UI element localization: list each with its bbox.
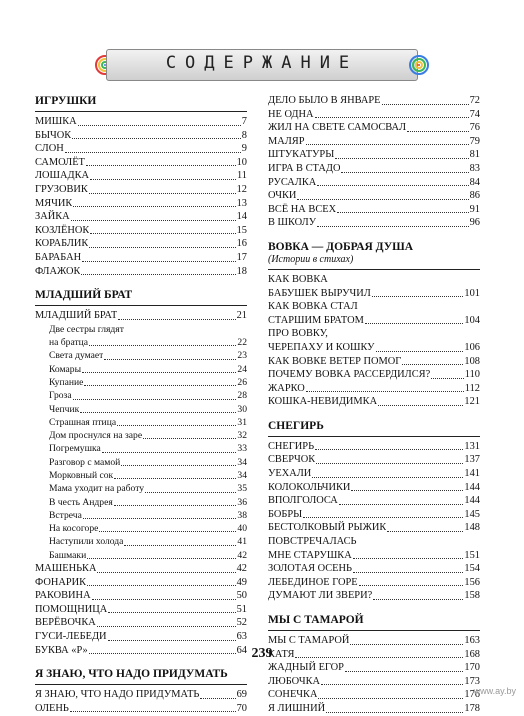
contents-banner — [92, 47, 432, 83]
toc-entry: ДЕЛО БЫЛО В ЯНВАРЕ 72 — [268, 95, 480, 106]
divider — [35, 111, 247, 112]
toc-entry: В ШКОЛУ 96 — [268, 217, 480, 229]
section-heading: МЛАДШИЙ БРАТ — [35, 289, 133, 302]
contents-title: СОДЕРЖАНИЕ — [165, 53, 359, 73]
toc-entry: ЧЕРЕПАХУ И КОШКУ 106 — [268, 341, 480, 353]
section-heading: МЫ С ТАМАРОЙ — [268, 614, 364, 626]
toc-entry: ПОМОЩНИЦА 51 — [35, 603, 247, 615]
toc-entry: ЗАЙКА 14 — [35, 211, 247, 223]
toc-entry: НЕ ОДНА 74 — [268, 108, 480, 120]
toc-entry: ЖАРКО 112 — [268, 382, 480, 394]
toc-entry: ГРУЗОВИК 12 — [35, 183, 247, 195]
toc-entry-line: Две сестры глядят — [49, 323, 124, 335]
toc-entry: БОБРЫ 145 — [268, 508, 480, 520]
divider — [35, 305, 247, 306]
toc-entry: ЛЕБЕДИНОЕ ГОРЕ 156 — [268, 576, 480, 588]
toc-entry: ФОНАРИК 49 — [35, 576, 247, 588]
page-number: 239 — [251, 646, 273, 661]
toc-entry: СТАРШИМ БРАТОМ 104 — [268, 314, 480, 326]
toc-entry: ОЛЕНЬ 70 — [35, 702, 247, 714]
section-heading: ИГРУШКИ — [35, 95, 97, 107]
toc-entry: МАЛЯР 79 — [268, 135, 480, 147]
toc-entry: КАТЯ 168 — [268, 648, 480, 660]
toc-entry: ЛОШАДКА 11 — [35, 170, 247, 182]
section-heading: СНЕГИРЬ — [268, 419, 324, 432]
toc-entry-line: КАК ВОВКА — [268, 273, 328, 285]
toc-entry: БАБУШЕК ВЫРУЧИЛ 101 — [268, 287, 480, 299]
toc-entry: УЕХАЛИ 141 — [268, 468, 480, 480]
toc-entry: ЖАДНЫЙ ЕГОР 170 — [268, 662, 480, 674]
toc-entry: ОЧКИ 86 — [268, 190, 480, 202]
toc-entry: Погремушка 33 — [49, 443, 247, 455]
toc-entry: Морковный сок 34 — [49, 469, 247, 481]
toc-entry: ФЛАЖОК 18 — [35, 265, 247, 277]
toc-entry: На косогоре 40 — [49, 523, 247, 535]
toc-entry: МИШКА 7 — [35, 116, 247, 127]
toc-entry: МЛАДШИЙ БРАТ 21 — [35, 310, 247, 322]
toc-entry: Купание 26 — [49, 376, 247, 388]
toc-entry: КОРАБЛИК 16 — [35, 238, 247, 250]
toc-entry: МЯЧИК 13 — [35, 197, 247, 209]
toc-entry: ЛЮБОЧКА 173 — [268, 675, 480, 687]
toc-entry: на братца 22 — [49, 337, 247, 349]
toc-entry-line: ПОВСТРЕЧАЛАСЬ — [268, 536, 357, 548]
toc-entry: Чепчик 30 — [49, 403, 247, 415]
toc-entry-line: ПРО ВОВКУ, — [268, 328, 328, 340]
toc-entry: Гроза 28 — [49, 390, 247, 402]
watermark: www.ay.by — [473, 686, 516, 696]
toc-entry: ПОЧЕМУ ВОВКА РАССЕРДИЛСЯ? 110 — [268, 369, 480, 381]
toc-entry: БАРАБАН 17 — [35, 251, 247, 263]
toc-entry: КОШКА-НЕВИДИМКА 121 — [268, 396, 480, 408]
toc-entry: Света думает 23 — [49, 350, 247, 362]
left-column — [35, 94, 247, 715]
toc-entry: СВЕРЧОК 137 — [268, 454, 480, 466]
divider — [35, 684, 247, 685]
divider — [268, 269, 480, 270]
toc-entry: ВСЁ НА ВСЕХ 91 — [268, 203, 480, 215]
toc-entry: Я ЗНАЮ, ЧТО НАДО ПРИДУМАТЬ 69 — [35, 689, 247, 701]
toc-entry: Страшная птица 31 — [49, 416, 247, 428]
toc-entry: ДУМАЮТ ЛИ ЗВЕРИ? 158 — [268, 590, 480, 602]
toc-entry: Разговор с мамой 34 — [49, 456, 247, 468]
toc-entry: КАК ВОВКЕ ВЕТЕР ПОМОГ 108 — [268, 355, 480, 367]
toc-entry: Башмаки 42 — [49, 549, 247, 561]
toc-entry: СЛОН 9 — [35, 143, 247, 155]
toc-entry: Наступили холода 41 — [49, 536, 247, 548]
toc-entry: ВЕРЁВОЧКА 52 — [35, 617, 247, 629]
toc-entry: ЗОЛОТАЯ ОСЕНЬ 154 — [268, 563, 480, 575]
swirl-ornament-right-icon — [406, 55, 432, 75]
divider — [268, 436, 480, 437]
right-column — [268, 94, 480, 716]
toc-entry: ИГРА В СТАДО 83 — [268, 162, 480, 174]
toc-entry: РУСАЛКА 84 — [268, 176, 480, 188]
toc-entry: ГУСИ-ЛЕБЕДИ 63 — [35, 631, 247, 643]
section-heading: Я ЗНАЮ, ЧТО НАДО ПРИДУМАТЬ — [35, 668, 228, 681]
toc-entry: ШТУКАТУРЫ 81 — [268, 149, 480, 161]
toc-entry: ВПОЛГОЛОСА 144 — [268, 495, 480, 507]
toc-entry: САМОЛЁТ 10 — [35, 156, 247, 168]
toc-entry: Мама уходит на работу 35 — [49, 483, 247, 495]
divider — [268, 630, 480, 631]
toc-entry: Встреча 38 — [49, 509, 247, 521]
toc-entry: БЫЧОК 8 — [35, 129, 247, 141]
toc-entry: МНЕ СТАРУШКА 151 — [268, 549, 480, 561]
toc-entry: ЖИЛ НА СВЕТЕ САМОСВАЛ 76 — [268, 122, 480, 134]
toc-entry: БЕСТОЛКОВЫЙ РЫЖИК 148 — [268, 522, 480, 534]
toc-entry: КОЗЛЁНОК 15 — [35, 224, 247, 236]
toc-entry: РАКОВИНА 50 — [35, 590, 247, 602]
section-subtitle: (Истории в стихах) — [268, 253, 354, 265]
toc-entry: СНЕГИРЬ 131 — [268, 440, 480, 452]
toc-entry-line: КАК ВОВКА СТАЛ — [268, 301, 358, 313]
toc-entry: Дом проснулся на заре 32 — [49, 430, 247, 442]
toc-entry: В честь Андрея 36 — [49, 496, 247, 508]
toc-entry: МЫ С ТАМАРОЙ 163 — [268, 635, 480, 646]
toc-entry: МАШЕНЬКА 42 — [35, 563, 247, 575]
toc-entry: КОЛОКОЛЬЧИКИ 144 — [268, 481, 480, 493]
toc-entry: СОНЕЧКА 176 — [268, 689, 480, 701]
toc-entry: Я ЛИШНИЙ 178 — [268, 702, 480, 714]
toc-entry: БУКВА «Р» 64 — [35, 644, 247, 656]
section-heading: ВОВКА — ДОБРАЯ ДУША — [268, 240, 414, 253]
toc-entry: Комары 24 — [49, 363, 247, 375]
